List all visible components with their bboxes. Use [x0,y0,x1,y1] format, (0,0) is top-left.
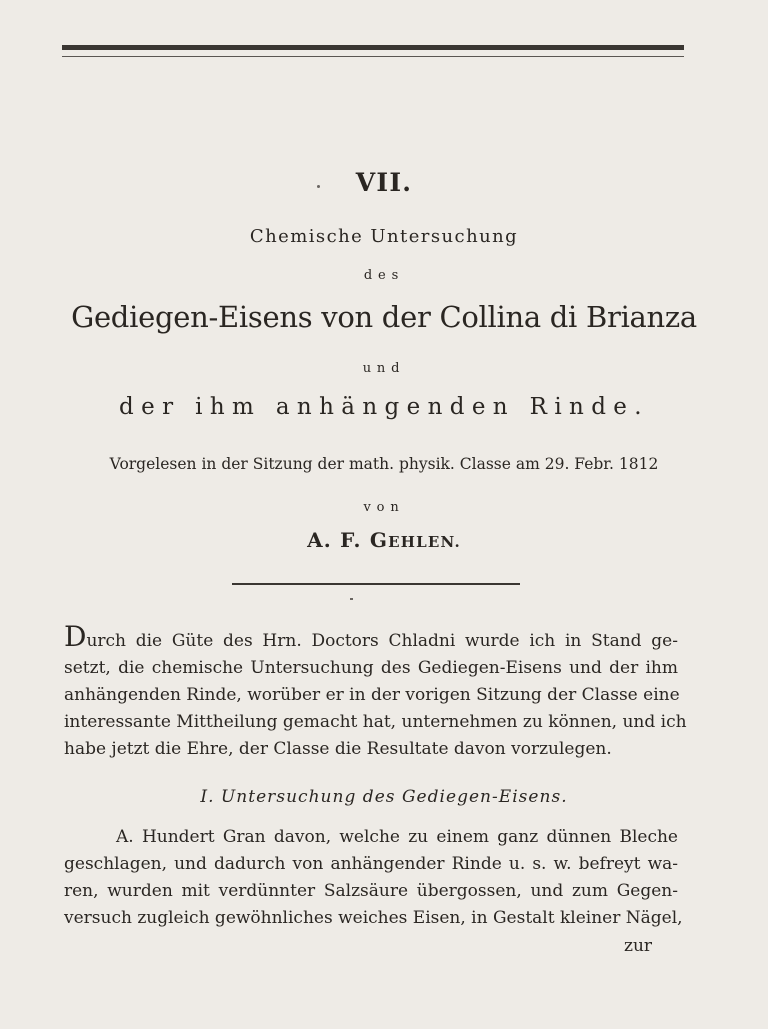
chapter-title: Gediegen-Eisens von der Collina di Brianza [71,300,697,334]
section-divider [232,583,520,585]
section-paragraph [64,824,683,932]
intro-line: habe jetzt die Ehre, der Classe die Resultate davon vorzulegen. [64,739,612,759]
catchword: zur [624,936,653,956]
connector-und: und [362,361,406,376]
top-rule-thin [62,56,684,57]
intro-line: interessante Mittheilung gemacht hat, unternehmen zu können, und ich [64,712,687,732]
connector-von: von [363,500,405,515]
chapter-subtitle: Chemische Untersuchung [249,226,519,247]
drop-cap: D [64,620,87,653]
intro-line-text: urch die Güte des Hrn. Doctors Chladni wurde ich in Stand ge- [86,631,678,651]
body-line: ren, wurden mit verdünnter Salzsäure übergossen, und zum Gegen- [64,881,678,901]
intro-paragraph [64,620,687,763]
divider-mark [350,598,353,600]
author-name [0,528,768,552]
chapter-number: VII. [355,168,413,197]
intro-line: setzt, die chemische Untersuchung des Gediegen-Eisens und der ihm [64,658,678,678]
body-line: versuch zugleich gewöhnliches weiches Eisen, in Gestalt kleiner Nägel, [64,908,683,928]
section-heading: I. Untersuchung des Gediegen-Eisens. [200,787,568,807]
author-surname-smallcaps: EHLEN. [388,533,461,551]
read-note: Vorgelesen in der Sitzung der math. physik. Classe am 29. Febr. 1812 [109,455,659,473]
intro-line [64,620,678,655]
body-line: A. Hundert Gran davon, welche zu einem ganz dünnen Bleche [116,827,678,847]
connector-des: des [363,268,405,283]
chapter-title-second: der ihm anhängenden Rinde. [119,394,649,420]
intro-line: anhängenden Rinde, worüber er in der vorigen Sitzung der Classe eine [64,685,680,705]
body-line: geschlagen, und dadurch von anhängender Rinde u. s. w. befreyt wa- [64,854,678,874]
author-initials: A. F. G [307,528,389,552]
top-rule-thick [62,45,684,50]
